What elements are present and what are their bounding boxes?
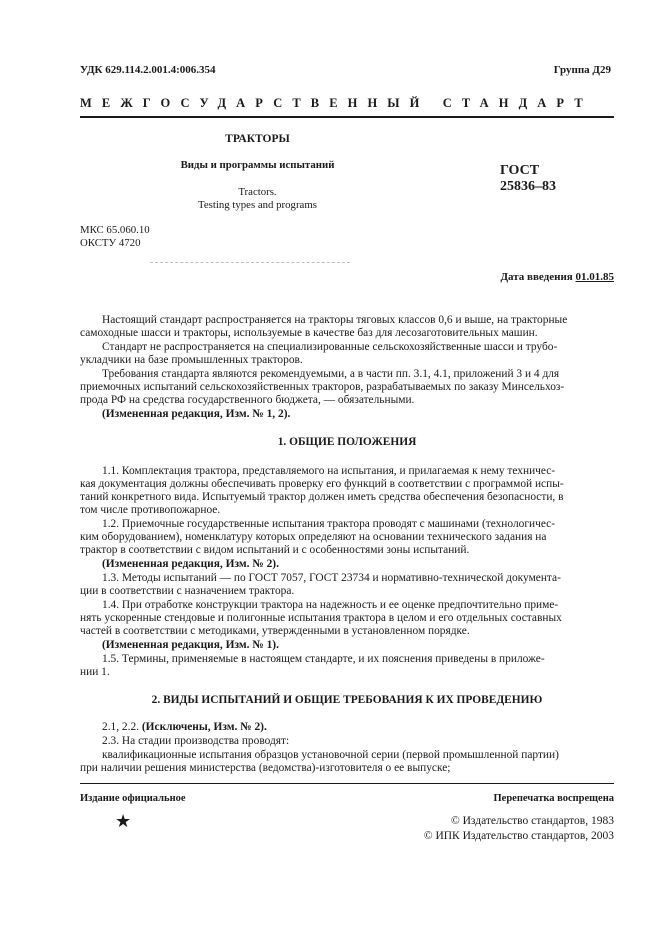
clause-1-1-l4: том числе противопожарное.	[80, 504, 221, 516]
clause-2-1-prefix: 2.1, 2.2.	[102, 721, 140, 733]
clause-1-3-l2: ции в соответствии с назначением трактора.	[80, 585, 295, 597]
doc-subtitle: Виды и программы испытаний	[180, 159, 335, 171]
copyright-1983: © Издательство стандартов, 1983	[450, 815, 614, 827]
clause-1-2-note: (Измененная редакция, Изм. № 2).	[102, 558, 279, 570]
official-edition: Издание официальное	[80, 793, 186, 804]
intro-p3-l3: прода РФ на средства государственного бюджета, — обязательными.	[80, 394, 415, 406]
okstu-code: ОКСТУ 4720	[80, 237, 141, 249]
gost-number: 25836–83	[500, 179, 556, 194]
udc-code: УДК 629.114.2.001.4:006.354	[80, 64, 216, 76]
intro-p1-l2: самоходные шасси и тракторы, используемые в качестве баз для лесозаготовительных машин.	[80, 327, 538, 339]
clause-1-1-l3: таний конкретного вида. Испытуемый трактор должен иметь средства обеспечения безопасности, в	[80, 491, 564, 503]
effective-date-label: Дата введения	[500, 271, 573, 283]
clause-2-3: 2.3. На стадии производства проводят:	[102, 735, 290, 747]
separator-dashes	[150, 262, 350, 263]
clause-1-2-l2: ким оборудованием), номенклатуру которых определяют на основании технического задания на	[80, 531, 547, 543]
footer-rule	[80, 783, 614, 784]
clause-1-4-l3: частей в соответствии с методиками, утвержденными в установленном порядке.	[80, 625, 470, 637]
clause-2-1-note: (Исключены, Изм. № 2).	[141, 721, 267, 733]
gost-label: ГОСТ	[500, 163, 540, 178]
header-rule	[80, 116, 614, 118]
english-title-line2: Testing types and programs	[198, 199, 317, 211]
copyright-2003: © ИПК Издательство стандартов, 2003	[423, 830, 614, 842]
intro-p1-l1: Настоящий стандарт распространяется на тракторы тяговых классов 0,6 и выше, на тракторные	[102, 314, 568, 326]
interstate-standard-banner: МЕЖГОСУДАРСТВЕННЫЙ СТАНДАРТ	[80, 96, 593, 110]
reprint-prohibited: Перепечатка воспрещена	[493, 793, 614, 804]
clause-2-3-item-l2: при наличии решения министерства (ведомства)-изготовителя о ее выпуске;	[80, 762, 451, 774]
english-title-line1: Tractors.	[238, 186, 277, 198]
clause-2-3-item-l1: квалификационные испытания образцов установочной серии (первой промышленной партии)	[102, 749, 559, 761]
intro-p3-l1: Требования стандарта являются рекомендуемыми, а в части пп. 3.1, 4.1, приложений 3 и 4 для	[102, 368, 560, 380]
effective-date	[500, 271, 614, 283]
section-1-heading: 1. ОБЩИЕ ПОЛОЖЕНИЯ	[277, 436, 417, 448]
effective-date-value: 01.01.85	[575, 271, 614, 283]
group-code: Группа Д29	[553, 64, 611, 76]
section-2-heading: 2. ВИДЫ ИСПЫТАНИЙ И ОБЩИЕ ТРЕБОВАНИЯ К ИХ ПРОВЕДЕНИЮ	[151, 694, 543, 706]
clause-1-2-l1: 1.2. Приемочные государственные испытания трактора проводят с машинами (технологичес-	[102, 518, 556, 530]
clause-1-4-l1: 1.4. При отработке конструкции трактора на надежность и ее оценке предпочтительно приме-	[102, 599, 559, 611]
clause-1-4-note: (Измененная редакция, Изм. № 1).	[102, 639, 279, 651]
intro-p2-l1: Стандарт не распространяется на специализированные сельскохозяйственные шасси и трубо-	[102, 341, 558, 353]
clause-1-1-l2: кая документация должны обеспечивать проверку его функций в соответствии с программой испы-	[80, 478, 564, 490]
doc-title: ТРАКТОРЫ	[225, 133, 290, 145]
mks-code: МКС 65.060.10	[80, 224, 150, 236]
clause-1-4-l2: нять ускоренные стендовые и полигонные испытания трактора в целом и его отдельных составных	[80, 612, 562, 624]
clause-1-5-l2: нии 1.	[80, 666, 110, 678]
clause-1-5-l1: 1.5. Термины, применяемые в настоящем стандарте, и их пояснения приведены в приложе-	[102, 653, 545, 665]
star-icon: ★	[115, 811, 132, 831]
clause-2-1-2-2	[102, 721, 614, 734]
clause-1-3-l1: 1.3. Методы испытаний — по ГОСТ 7057, ГОСТ 23734 и нормативно-технической документа-	[102, 572, 561, 584]
intro-p2-l2: укладчики на базе промышленных тракторов.	[80, 354, 303, 366]
intro-p3-l2: приемочных испытаний сельскохозяйственных тракторов, разрабатываемых по заказу Минсельхоз-	[80, 381, 565, 393]
clause-1-1-l1: 1.1. Комплектация трактора, представляемого на испытания, и прилагаемая к нему техничес-	[102, 465, 556, 477]
intro-amendment-note: (Измененная редакция, Изм. № 1, 2).	[102, 408, 291, 420]
clause-1-2-l3: трактор в соответствии с видом испытаний и с особенностями зоны испытаний.	[80, 544, 470, 556]
